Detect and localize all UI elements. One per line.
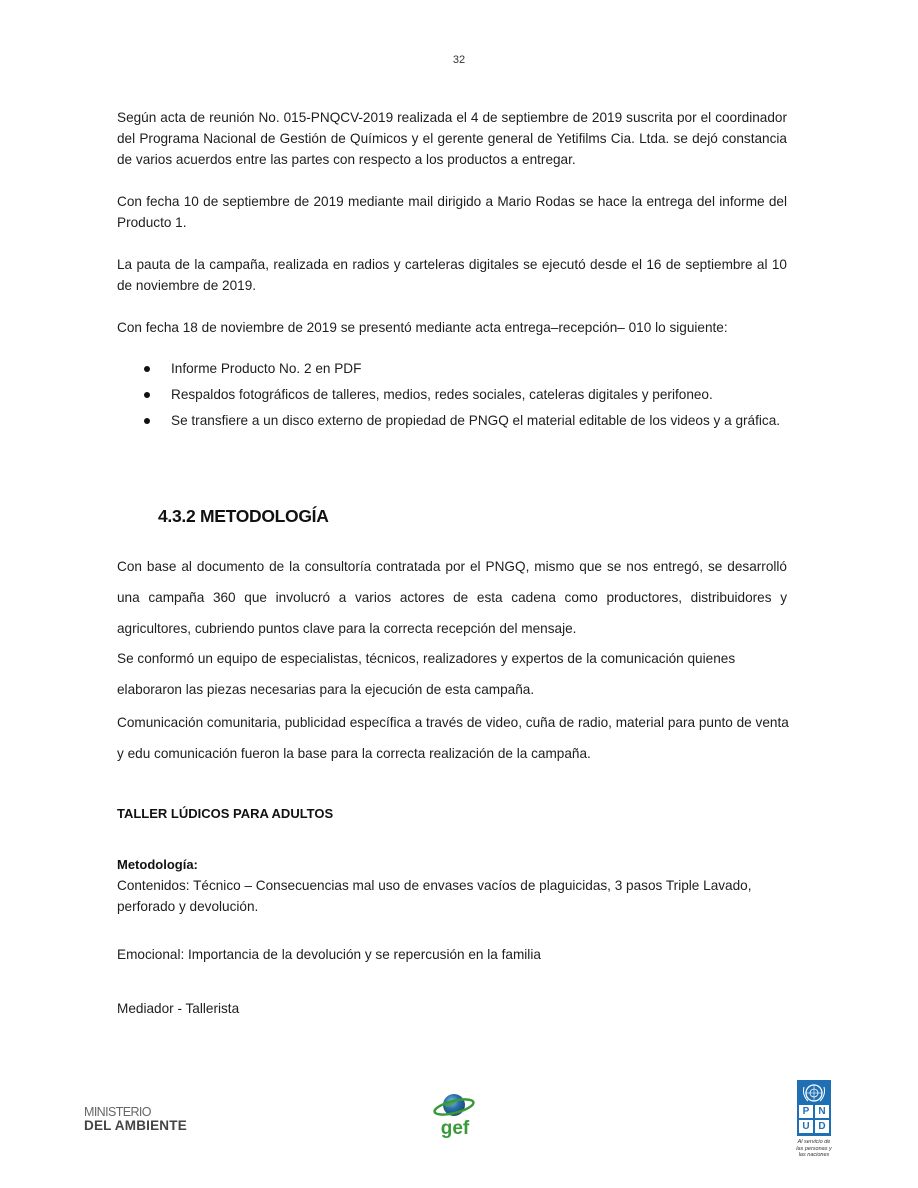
paragraph-equipo: Se conformó un equipo de especialistas, técnicos, realizadores y expertos de la comunicación quienes elaboraron las piezas necesarias para la ejecución de esta campaña. [117, 651, 736, 697]
gef-logo [430, 1090, 480, 1142]
paragraph-comunicacion: Comunicación comunitaria, publicidad específica a través de video, cuña de radio, material para punto de venta y edu comunicación fueron la base para la correcta realización de la campaña. [117, 715, 789, 761]
gef-globe-icon [430, 1090, 480, 1142]
list-item: Se transfiere a un disco externo de propiedad de PNGQ el material editable de los videos y a gráfica. [140, 408, 786, 434]
pnud-tagline: Al servicio de las personas y las naciones [796, 1139, 832, 1158]
emocional-text: Emocional: Importancia de la devolución y se repercusión en la familia [117, 947, 541, 962]
paragraph-acta-entrega: Con fecha 18 de noviembre de 2019 se presentó mediante acta entrega–recepción– 010 lo siguiente: [117, 320, 728, 335]
paragraph-pauta-campana: La pauta de la campaña, realizada en radios y carteleras digitales se ejecutó desde el 16 de septiembre al 10 de noviembre de 2019. [117, 257, 787, 293]
paragraph-consultoria: Con base al documento de la consultoría contratada por el PNGQ, mismo que se nos entregó, se desarrolló una campaña 360 que involucró a varios actores de esta cadena como productores, distribuidores y agricultores, cubriendo puntos clave para la correcta recepción del mensaje. [117, 559, 787, 636]
un-emblem-icon [797, 1082, 831, 1106]
list-item: Respaldos fotográficos de talleres, medios, redes sociales, cateleras digitales y perifoneo. [140, 382, 790, 408]
mediador-text: Mediador - Tallerista [117, 1001, 240, 1016]
bullet-icon [144, 418, 150, 424]
metodologia-label: Metodología: [117, 857, 198, 872]
deliverables-list [140, 356, 790, 434]
list-item: Informe Producto No. 2 en PDF [140, 356, 790, 382]
bullet-icon [144, 366, 150, 372]
paragraph-entrega-producto-1: Con fecha 10 de septiembre de 2019 mediante mail dirigido a Mario Rodas se hace la entrega del informe del Producto 1. [117, 194, 787, 230]
contenidos-text: Contenidos: Técnico – Consecuencias mal uso de envases vacíos de plaguicidas, 3 pasos Triple Lavado, perforado y devolución. [117, 878, 752, 914]
page-number: 32 [452, 54, 466, 66]
pnud-logo [797, 1080, 833, 1159]
pnud-emblem: P N U D [797, 1080, 831, 1136]
svg-text:gef: gef [440, 1118, 470, 1139]
bullet-icon [144, 392, 150, 398]
section-heading: 4.3.2 METODOLOGÍA [158, 506, 329, 526]
ministerio-ambiente-logo: MINISTERIO DEL AMBIENTE [84, 1105, 187, 1133]
taller-heading: TALLER LÚDICOS PARA ADULTOS [117, 806, 334, 821]
paragraph-acta-reunion: Según acta de reunión No. 015-PNQCV-2019 realizada el 4 de septiembre de 2019 suscrita por el coordinador del Programa Nacional de Gestión de Químicos y el gerente general de Yetifilms Cia. Ltda. se dejó constancia de varios acuerdos entre las partes con respecto a los productos a entregar. [117, 110, 787, 167]
